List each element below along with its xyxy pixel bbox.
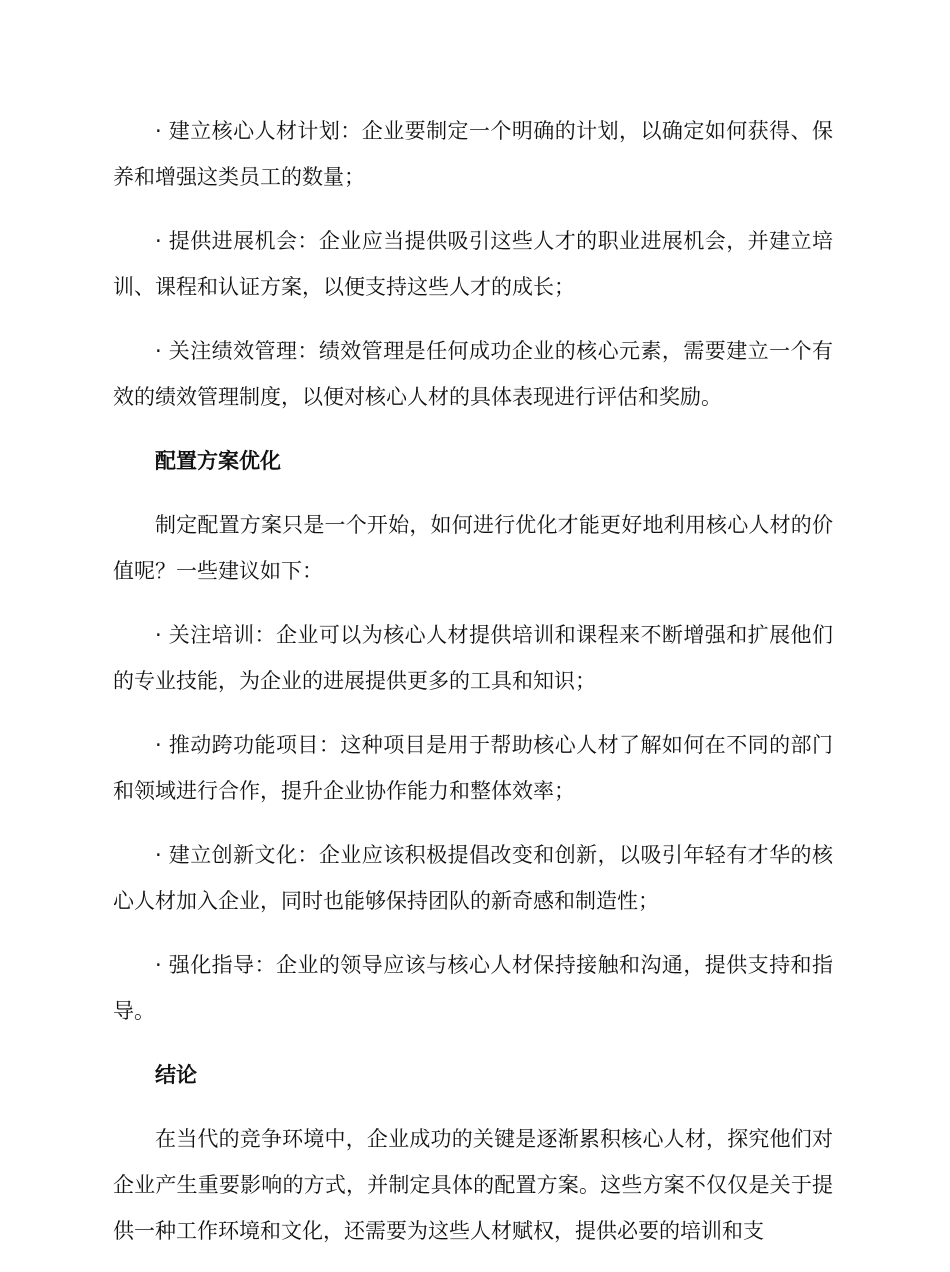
- bullet-performance-management: · 关注绩效管理：绩效管理是任何成功企业的核心元素，需要建立一个有效的绩效管理制度，以便对核心人材的具体表现进行评估和奖励。: [113, 339, 833, 409]
- bullet-innovation-culture: · 建立创新文化：企业应该积极提倡改变和创新，以吸引年轻有才华的核心人材加入企业，同时也能够保持团队的新奇感和制造性；: [113, 843, 833, 913]
- document-body: [113, 108, 833, 1272]
- optimization-intro-paragraph: 制定配置方案只是一个开始，如何进行优化才能更好地利用核心人材的价值呢？一些建议如下：: [113, 513, 833, 583]
- bullet-training: · 关注培训：企业可以为核心人材提供培训和课程来不断增强和扩展他们的专业技能，为企业的进展提供更多的工具和知识；: [113, 623, 833, 693]
- section-heading-optimization: 配置方案优化: [155, 449, 281, 473]
- section-heading-conclusion: 结论: [155, 1063, 197, 1087]
- bullet-cross-functional-projects: · 推动跨功能项目：这种项目是用于帮助核心人材了解如何在不同的部门和领域进行合作，提升企业协作能力和整体效率；: [113, 733, 833, 803]
- bullet-core-talent-plan: · 建立核心人材计划：企业要制定一个明确的计划，以确定如何获得、保养和增强这类员工的数量；: [113, 119, 833, 189]
- bullet-guidance: · 强化指导：企业的领导应该与核心人材保持接触和沟通，提供支持和指导。: [113, 953, 833, 1023]
- conclusion-paragraph: 在当代的竞争环境中，企业成功的关键是逐渐累积核心人材，探究他们对企业产生重要影响的方式，并制定具体的配置方案。这些方案不仅仅是关于提供一种工作环境和文化，还需要为这些人材赋权，提供必要的培训和支: [113, 1127, 833, 1243]
- bullet-development-opportunities: · 提供进展机会：企业应当提供吸引这些人才的职业进展机会，并建立培训、课程和认证方案，以便支持这些人才的成长；: [113, 229, 833, 299]
